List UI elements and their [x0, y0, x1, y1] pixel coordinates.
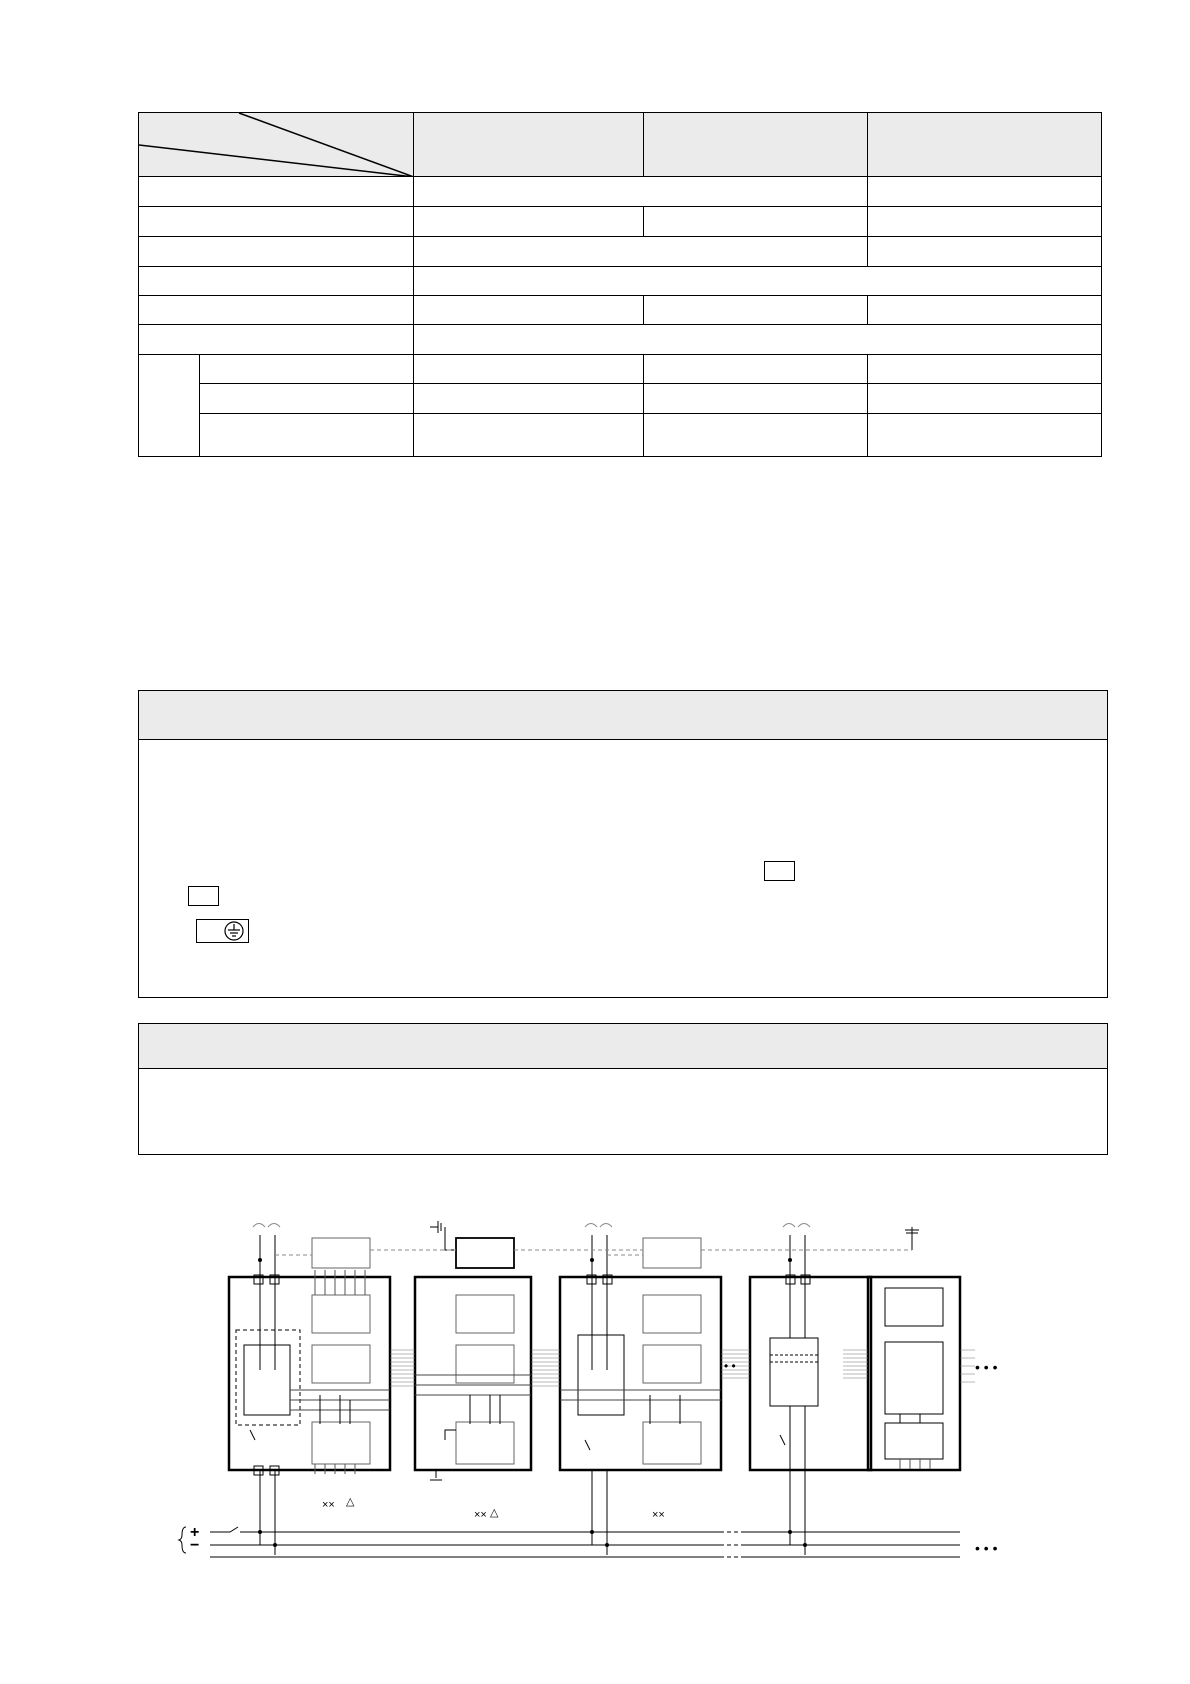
continuation-right: • • • — [975, 1359, 998, 1375]
table-cell — [868, 237, 1102, 267]
spec-table — [138, 112, 1102, 457]
signal-lines — [275, 1250, 912, 1255]
bus-plus-label: + — [190, 1524, 200, 1541]
caution-box — [138, 1023, 1108, 1155]
module-2 — [415, 1221, 531, 1480]
module-4 — [750, 1224, 871, 1556]
column-header-3 — [868, 113, 1102, 177]
table-cell — [414, 207, 644, 237]
module-3 — [560, 1224, 721, 1556]
module-1-label: ×× — [322, 1499, 335, 1511]
table-cell — [868, 355, 1102, 384]
table-cell — [644, 384, 868, 414]
inline-symbol-box — [188, 886, 219, 906]
wiring-diagram — [0, 1190, 1190, 1580]
table-cell — [868, 177, 1102, 207]
table-cell — [414, 296, 644, 325]
row-label — [200, 414, 414, 457]
table-cell — [414, 384, 644, 414]
diagonal-lines — [139, 113, 414, 177]
continuation-bus: • • • — [975, 1540, 998, 1556]
table-cell — [414, 325, 1102, 355]
ground-symbol-box — [196, 919, 249, 943]
module-2-label: ×× — [474, 1509, 487, 1521]
row-label — [200, 384, 414, 414]
table-cell — [644, 355, 868, 384]
dc-bus — [179, 1527, 960, 1557]
table-cell — [868, 384, 1102, 414]
row-label — [139, 267, 414, 296]
bus-minus-label: − — [190, 1537, 200, 1554]
protective-earth-icon — [223, 920, 245, 942]
module-1 — [229, 1224, 390, 1556]
table-cell — [414, 177, 868, 207]
row-label — [139, 207, 414, 237]
row-label — [139, 237, 414, 267]
diagonal-header-cell — [139, 113, 414, 177]
table-cell — [868, 414, 1102, 457]
table-cell — [414, 414, 644, 457]
note-box-header — [139, 691, 1107, 740]
table-cell — [644, 414, 868, 457]
row-label — [139, 296, 414, 325]
module-1-delta: △ — [346, 1496, 355, 1508]
row-label — [200, 355, 414, 384]
module-2-delta: △ — [490, 1507, 499, 1519]
note-box — [138, 690, 1108, 998]
table-cell — [414, 237, 868, 267]
row-label — [139, 177, 414, 207]
table-cell — [414, 267, 1102, 296]
group-label — [139, 355, 200, 457]
module-5 — [868, 1227, 960, 1470]
table-cell — [414, 355, 644, 384]
ribbon-connectors — [390, 1350, 975, 1386]
table-cell — [644, 207, 868, 237]
inline-symbol-box — [764, 861, 795, 881]
column-header-1 — [414, 113, 644, 177]
table-cell — [868, 296, 1102, 325]
row-label — [139, 325, 414, 355]
column-header-2 — [644, 113, 868, 177]
table-cell — [868, 207, 1102, 237]
table-cell — [644, 296, 868, 325]
module-3-label: ×× — [652, 1509, 665, 1521]
caution-box-header — [139, 1024, 1107, 1069]
continuation-mid: • • — [724, 1359, 736, 1373]
